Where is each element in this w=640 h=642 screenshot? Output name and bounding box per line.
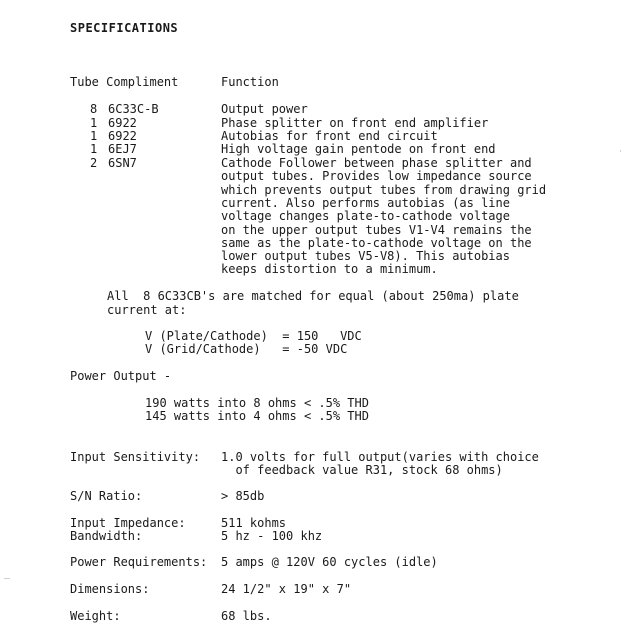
function-header: Function xyxy=(221,75,279,89)
tube-row xyxy=(0,156,640,277)
tube-row xyxy=(0,103,640,116)
power-output-8-ohm: 190 watts into 8 ohms < .5% THD xyxy=(145,396,369,410)
power-requirements-label: Power Requirements: xyxy=(70,555,208,569)
bandwidth-label: Bandwidth: xyxy=(70,529,143,543)
tube-qty: 1 xyxy=(90,129,98,143)
scan-mark xyxy=(620,150,621,152)
match-note-line-2: current at: xyxy=(107,303,187,317)
input-impedance-label: Input Impedance: xyxy=(70,516,186,530)
power-output-4-ohm: 145 watts into 4 ohms < .5% THD xyxy=(145,409,369,423)
voltage-plate-cathode: V (Plate/Cathode) = 150 VDC xyxy=(145,329,362,343)
tube-name: 6922 xyxy=(108,129,137,143)
tube-name: 6EJ7 xyxy=(108,142,137,156)
tube-name: 6SN7 xyxy=(108,156,137,170)
tube-function-line: output tubes. Provides low impedance source xyxy=(221,169,532,184)
dimensions-value: 24 1/2" x 19" x 7" xyxy=(221,582,352,596)
tube-function: Phase splitter on front end amplifier xyxy=(221,116,489,130)
bandwidth-value: 5 hz - 100 khz xyxy=(221,529,323,543)
tube-name: 6C33C-B xyxy=(108,102,159,116)
sn-ratio-value: > 85db xyxy=(221,489,265,503)
dimensions-label: Dimensions: xyxy=(70,582,150,596)
tube-qty: 2 xyxy=(90,156,98,170)
power-requirements-value: 5 amps @ 120V 60 cycles (idle) xyxy=(221,555,438,569)
tube-function-line: on the upper output tubes V1-V4 remains the xyxy=(221,222,532,237)
page-title: SPECIFICATIONS xyxy=(70,21,179,35)
tube-function: Output power xyxy=(221,102,308,116)
tube-function-line: same as the plate-to-cathode voltage on the xyxy=(221,235,532,250)
weight-label: Weight: xyxy=(70,609,121,623)
power-output-label: Power Output - xyxy=(70,369,172,383)
tube-qty: 1 xyxy=(90,116,98,130)
voltage-grid-cathode: V (Grid/Cathode) = -50 VDC xyxy=(145,342,348,356)
input-sensitivity-label: Input Sensitivity: xyxy=(70,450,201,464)
tube-function: High voltage gain pentode on front end xyxy=(221,142,496,156)
sn-ratio-label: S/N Ratio: xyxy=(70,489,143,503)
tube-compliment-header: Tube Compliment xyxy=(70,75,179,89)
tube-function-line: keeps distortion to a minimum. xyxy=(221,262,438,277)
tube-qty: 8 xyxy=(90,102,98,116)
tube-name: 6922 xyxy=(108,116,137,130)
input-sensitivity-value: 1.0 volts for full output(varies with choice xyxy=(221,450,539,464)
tube-function-line: voltage changes plate-to-cathode voltage xyxy=(221,209,510,224)
input-impedance-value: 511 kohms xyxy=(221,516,287,530)
tube-row xyxy=(0,143,640,156)
scan-mark xyxy=(4,578,10,579)
weight-value: 68 lbs. xyxy=(221,609,272,623)
tube-function-line: Cathode Follower between phase splitter and xyxy=(221,156,532,170)
tube-function: Autobias for front end circuit xyxy=(221,129,438,143)
match-note-line-1: All 8 6C33CB's are matched for equal (about 250ma) plate xyxy=(107,289,519,303)
tube-function-line: which prevents output tubes from drawing grid xyxy=(221,182,547,197)
tube-function-line: lower output tubes V5-V8). This autobias xyxy=(221,249,510,264)
input-sensitivity-value-cont: of feedback value R31, stock 68 ohms) xyxy=(221,463,503,477)
tube-function-line: current. Also performs autobias (as line xyxy=(221,195,510,210)
tube-qty: 1 xyxy=(90,142,98,156)
